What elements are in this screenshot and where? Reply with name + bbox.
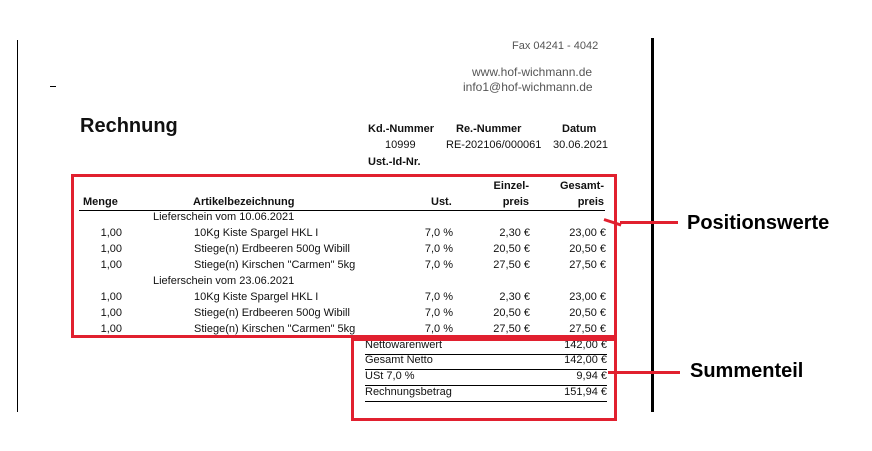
invoice-no-label: Re.-Nummer [456, 123, 522, 135]
cell-vat: 7,0 % [424, 307, 453, 319]
company-website: www.hof-wichmann.de [472, 65, 593, 79]
col-header-vat: Ust. [431, 196, 452, 208]
delivery-note-group: Lieferschein vom 10.06.2021 [153, 211, 295, 223]
cell-qty: 1,00 [100, 291, 122, 303]
cell-article: Stiege(n) Kirschen "Carmen" 5kg [194, 323, 356, 335]
summary-value: 151,94 € [564, 386, 607, 398]
col-header-total-2: preis [577, 196, 604, 208]
positions-callout-label: Positionswerte [687, 212, 830, 234]
cell-unit-price: 27,50 € [493, 323, 530, 335]
page-left-border [17, 40, 18, 412]
invoice-no: RE-202106/000061 [446, 139, 542, 151]
col-header-unit-1: Einzel- [493, 180, 529, 192]
customer-no-label: Kd.-Nummer [368, 123, 435, 135]
summary-value: 9,94 € [576, 370, 607, 382]
cell-qty: 1,00 [100, 259, 122, 271]
cell-qty: 1,00 [100, 307, 122, 319]
col-header-article: Artikelbezeichnung [193, 196, 295, 208]
cell-article: 10Kg Kiste Spargel HKL I [194, 291, 319, 303]
summary-value: 142,00 € [564, 354, 607, 366]
cell-vat: 7,0 % [424, 291, 453, 303]
cell-vat: 7,0 % [424, 259, 453, 271]
summary-highlight-box [351, 338, 617, 421]
col-header-qty: Menge [83, 196, 118, 208]
cell-total-price: 23,00 € [569, 291, 606, 303]
customer-no: 10999 [385, 139, 416, 151]
cell-unit-price: 2,30 € [499, 227, 530, 239]
cell-article: 10Kg Kiste Spargel HKL I [194, 227, 319, 239]
company-email: info1@hof-wichmann.de [463, 80, 593, 94]
cell-unit-price: 20,50 € [493, 243, 530, 255]
cell-unit-price: 20,50 € [493, 307, 530, 319]
summary-callout-line [608, 371, 680, 374]
summary-label: USt 7,0 % [365, 370, 415, 382]
cell-unit-price: 2,30 € [499, 291, 530, 303]
cell-vat: 7,0 % [424, 227, 453, 239]
cell-total-price: 27,50 € [569, 323, 606, 335]
cell-vat: 7,0 % [424, 243, 453, 255]
cell-total-price: 20,50 € [569, 243, 606, 255]
cell-article: Stiege(n) Erdbeeren 500g Wibill [194, 307, 350, 319]
fold-mark [50, 86, 56, 87]
cell-article: Stiege(n) Kirschen "Carmen" 5kg [194, 259, 356, 271]
positions-highlight-box [71, 174, 617, 338]
delivery-note-group: Lieferschein vom 23.06.2021 [153, 275, 295, 287]
cell-qty: 1,00 [100, 227, 122, 239]
summary-label: Gesamt Netto [365, 354, 433, 366]
document-title: Rechnung [80, 115, 178, 137]
summary-callout-label: Summenteil [690, 360, 804, 382]
vat-id-label: Ust.-Id-Nr. [368, 156, 421, 168]
positions-callout-line [620, 221, 678, 224]
cell-vat: 7,0 % [424, 323, 453, 335]
summary-label: Nettowarenwert [365, 339, 443, 351]
cell-qty: 1,00 [100, 323, 122, 335]
cell-qty: 1,00 [100, 243, 122, 255]
col-header-total-1: Gesamt- [559, 180, 604, 192]
cell-total-price: 27,50 € [569, 259, 606, 271]
date-label: Datum [562, 123, 597, 135]
summary-label: Rechnungsbetrag [365, 386, 452, 398]
company-fax: Fax 04241 - 4042 [512, 40, 599, 52]
page-right-border [651, 38, 654, 412]
cell-total-price: 23,00 € [569, 227, 606, 239]
col-header-unit-2: preis [502, 196, 529, 208]
cell-unit-price: 27,50 € [493, 259, 530, 271]
cell-article: Stiege(n) Erdbeeren 500g Wibill [194, 243, 350, 255]
summary-value: 142,00 € [564, 339, 607, 351]
invoice-date: 30.06.2021 [553, 139, 609, 151]
cell-total-price: 20,50 € [569, 307, 606, 319]
